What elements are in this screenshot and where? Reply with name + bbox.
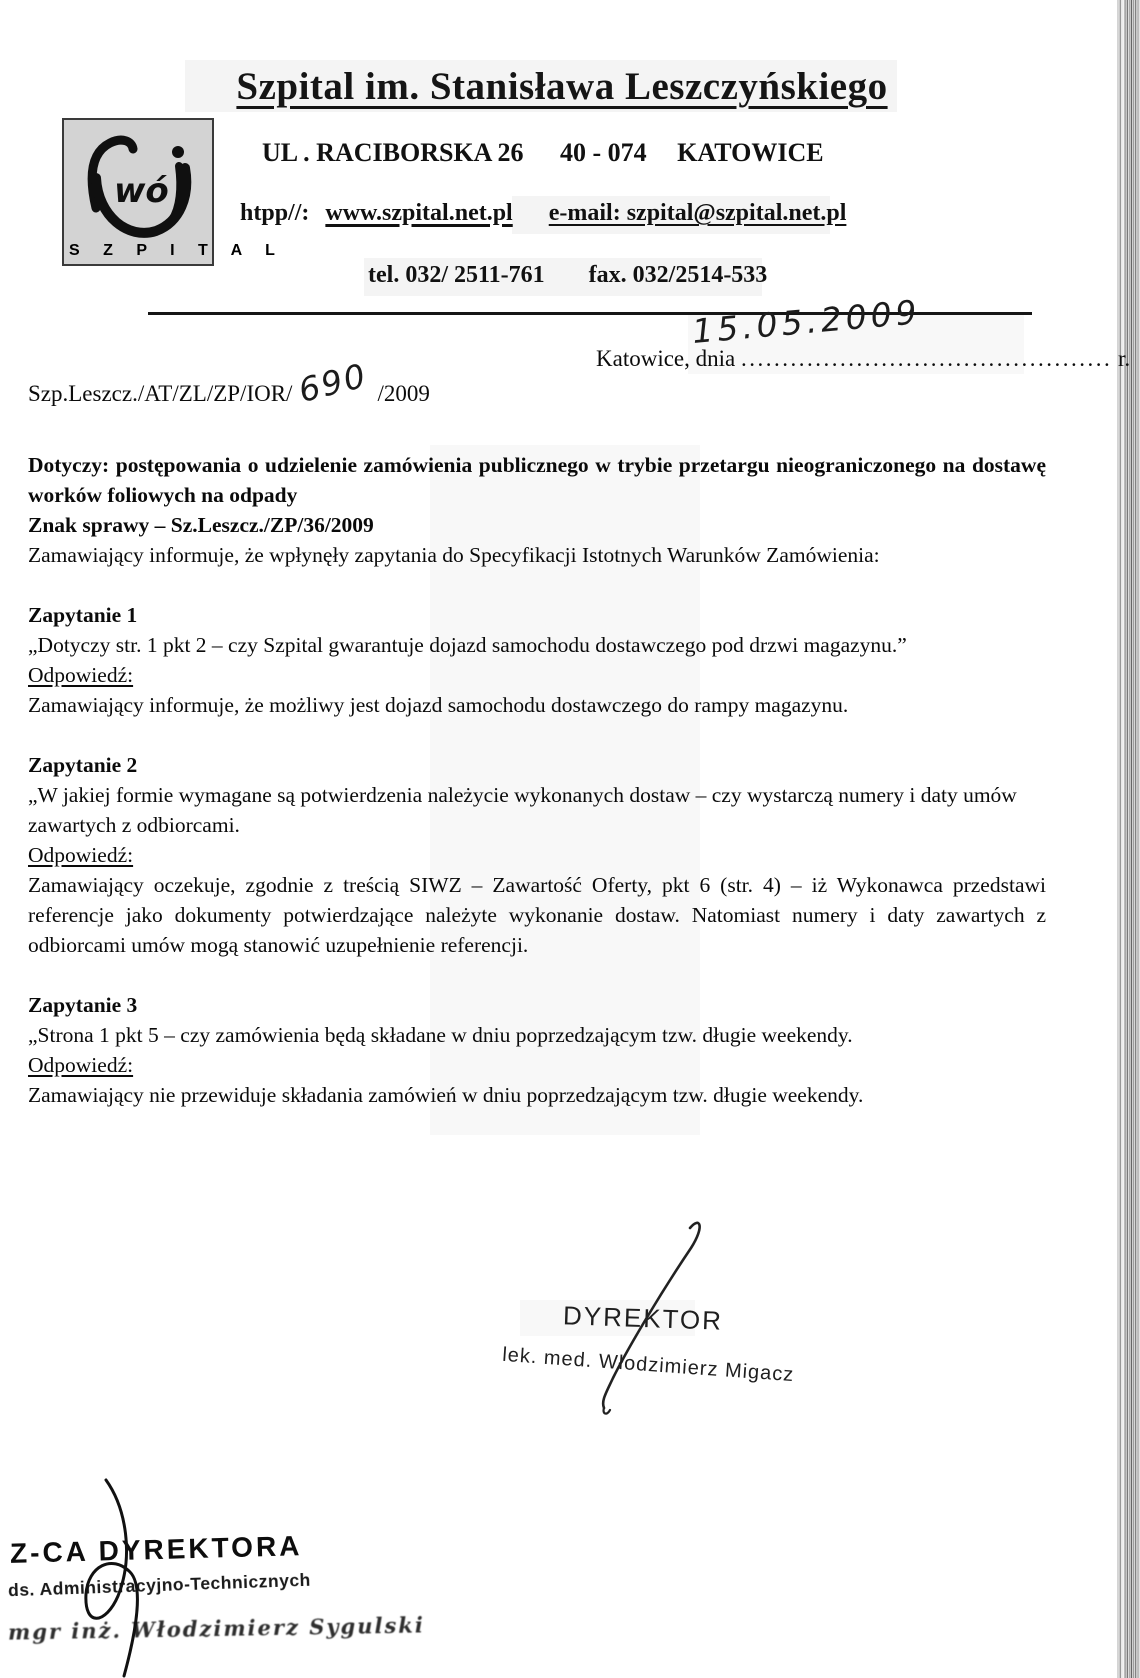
question-text: „W jakiej formie wymagane są potwierdzenia należycie wykonanych dostaw – czy wystarczą numery i daty umów zawartych z odbiorcami.: [28, 783, 1017, 837]
deputy-stamp-name: mgr inż. Włodzimierz Sygulski: [7, 1612, 426, 1645]
answer-label: Odpowiedź:: [28, 843, 134, 867]
answer-text: Zamawiający informuje, że możliwy jest dojazd samochodu dostawczego do rampy magazynu.: [28, 693, 849, 717]
question-text: „Strona 1 pkt 5 – czy zamówienia będą składane w dniu poprzedzającym tzw. długie weekendy.: [28, 1023, 853, 1047]
page-title: Szpital im. Stanisława Leszczyńskiego: [236, 65, 888, 108]
hospital-logo-smile-icon: [66, 122, 212, 242]
reference-number: [28, 355, 430, 410]
question-block-3: [28, 990, 1046, 1110]
address-line: [262, 138, 824, 168]
deputy-stamp-title: Z-CA DYREKTORA: [9, 1530, 303, 1569]
answer-text: Zamawiający oczekuje, zgodnie z treścią SIWZ – Zawartość Oferty, pkt 6 (str. 4) – iż Wykonawca przedstawi referencje jako dokumenty potwierdzające należyte wykonanie dostaw. Natomiast numery i daty zawartych z odbiorcami umów mogą stanowić uzupełnienie referencji.: [28, 873, 1046, 957]
web-line: [240, 200, 846, 227]
logo-brand-text: wó: [114, 171, 169, 211]
answer-label: Odpowiedź:: [28, 1053, 134, 1077]
dateline-dots: .............................................: [740, 346, 1113, 371]
phone-line: [368, 262, 767, 289]
director-stamp-title: DYREKTOR: [562, 1300, 724, 1336]
answer-label: Odpowiedź:: [28, 663, 134, 687]
address-city: KATOWICE: [677, 138, 824, 167]
fax-number: fax. 032/2514-533: [588, 262, 768, 288]
question-block-2: [28, 750, 1046, 960]
dateline-label: Katowice, dnia: [596, 346, 736, 371]
intro-paragraph: Zamawiający informuje, że wpłynęły zapytania do Specyfikacji Istotnych Warunków Zamówienia:: [28, 543, 880, 567]
reference-suffix: /2009: [377, 381, 430, 406]
case-number: Znak sprawy – Sz.Leszcz./ZP/36/2009: [28, 513, 374, 537]
reference-prefix: Szp.Leszcz./AT/ZL/ZP/IOR/: [28, 381, 293, 406]
scan-edge-artifact: [1112, 0, 1140, 1678]
logo-subtitle: S Z P I T A L: [69, 242, 285, 259]
dateline: [596, 346, 1130, 372]
question-heading: Zapytanie 2: [28, 753, 138, 777]
question-text: „Dotyczy str. 1 pkt 2 – czy Szpital gwarantuje dojazd samochodu dostawczego pod drzwi magazynu.”: [28, 633, 907, 657]
address-street: UL . RACIBORSKA 26: [262, 138, 524, 167]
address-postal: 40 - 074: [560, 138, 647, 167]
question-heading: Zapytanie 1: [28, 603, 138, 627]
website-link: www.szpital.net.pl: [325, 200, 513, 226]
handwritten-date: 15.05.2009: [690, 292, 923, 351]
question-heading: Zapytanie 3: [28, 993, 138, 1017]
phone-number: tel. 032/ 2511-761: [368, 262, 545, 288]
email-link: e-mail: szpital@szpital.net.pl: [548, 200, 847, 226]
web-prefix: htpp//:: [240, 200, 310, 226]
subject-paragraph: Dotyczy: postępowania o udzielenie zamówienia publicznego w trybie przetargu nieograniczonego na dostawę worków foliowych na odpady: [28, 453, 1046, 507]
question-block-1: [28, 600, 1046, 720]
deputy-stamp-department: ds. Administracyjno-Technicznych: [7, 1569, 312, 1601]
letter-body: [28, 450, 1046, 1110]
director-stamp-name: lek. med. Włodzimierz Migacz: [501, 1343, 795, 1387]
dateline-suffix: r.: [1117, 346, 1131, 371]
answer-text: Zamawiający nie przewiduje składania zamówień w dniu poprzedzającym tzw. długie weekendy.: [28, 1083, 864, 1107]
handwritten-reference-number: 690: [295, 355, 372, 410]
